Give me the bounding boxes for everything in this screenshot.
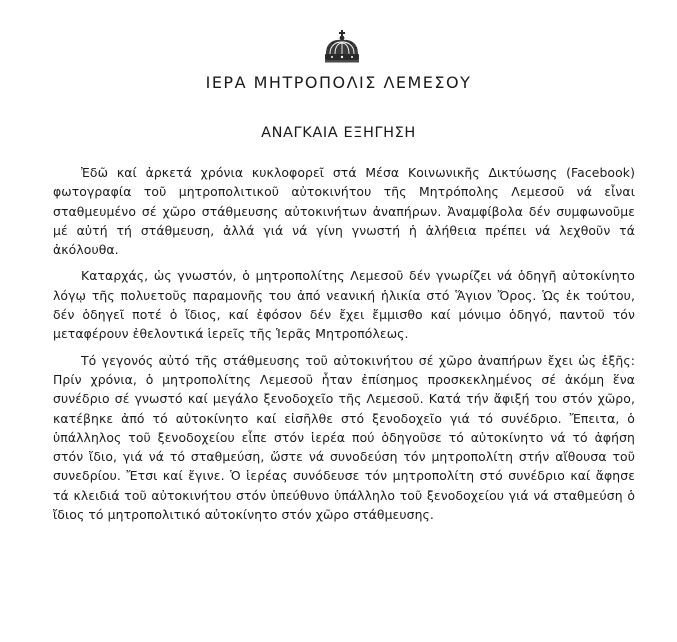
paragraph-1: Ἐδῶ καί ἀρκετά χρόνια κυκλοφορεῖ στά Μέσα Κοινωνικῆς Δικτύωσης (Facebook) φωτογραφία τοῦ μητροπολιτικοῦ αὐτοκινήτου τῆς Μητρόπολης Λεμεσοῦ νά εἶναι σταθμευμένο σέ χῶρο στάθμευσης αὐτοκινήτων ἀναπήρων. Ἀναμφίβολα δέν συμφωνοῦμε μέ αὐτή τή στάθμευση, ἀλλά γιά νά γίνη γνωστή ἡ ἀλήθεια πρέπει νά λεχθοῦν τά ἀκόλουθα. [53, 165, 635, 258]
organization-title: ΙΕΡΑ ΜΗΤΡΟΠΟΛΙΣ ΛΕΜΕΣΟΥ [205, 73, 472, 92]
paragraph-3: Τό γεγονός αὐτό τῆς στάθμευσης τοῦ αὐτοκινήτου σέ χῶρο ἀναπήρων ἔχει ὡς ἑξῆς: Πρίν χρόνια, ὁ μητροπολίτης Λεμεσοῦ ἦταν ἐπίσημος προσκεκλημένος σέ ἀκόμη ἕνα συνέδριο σέ γνωστό καί μεγάλο ξενοδοχεῖο τῆς Λεμεσοῦ. Κατά τήν ἄφιξή του στόν χῶρο, κατέβηκε ἀπό τό αὐτοκίνητο καί εἰσῆλθε στό ξενοδοχεῖο γιά τό συνέδριο. Ἔπειτα, ὁ ὑπάλληλος τοῦ ξενοδοχείου εἶπε στόν ἱερέα πού ὁδηγοῦσε τό αὐτοκίνητο νά τό ἀφήση στόν ἴδιο, γιά νά τό σταθμεύση, ὥστε νά συνοδεύση τόν μητροπολίτη στήν αἴθουσα τοῦ συνεδρίου. Ἔτσι καί ἔγινε. Ὁ ἱερέας συνόδευσε τόν μητροπολίτη στό συνέδριο καί ἄφησε τά κλειδιά τοῦ αὐτοκινήτου στόν ὑπεύθυνο ὑπάλληλο τοῦ ξενοδοχείου γιά νά σταθμεύση ὁ ἴδιος τό μητροπολιτικό αὐτοκίνητο στόν χῶρο στάθμευσης. [53, 352, 635, 523]
document-body [53, 163, 635, 531]
crown-icon [322, 30, 362, 64]
paragraph-2: Καταρχάς, ὡς γνωστόν, ὁ μητροπολίτης Λεμεσοῦ δέν γνωρίζει νά ὁδηγῆ αὐτοκίνητο λόγῳ τῆς πολυετοῦς παραμονῆς του ἀπό νεανική ἡλικία στό Ἅγιον Ὄρος. Ὡς ἐκ τούτου, δέν ὁδηγεῖ ποτέ ὁ ἴδιος, καί ἐφόσον δέν ἔχει ἔμμισθο καί μόνιμο ὁδηγό, παντοῦ τόν μεταφέρουν ἐθελοντικά ἱερεῖς τῆς Ἱερᾶς Μητροπόλεως. [53, 268, 635, 342]
document-title: ΑΝΑΓΚΑΙΑ ΕΞΗΓΗΣΗ [261, 125, 416, 141]
